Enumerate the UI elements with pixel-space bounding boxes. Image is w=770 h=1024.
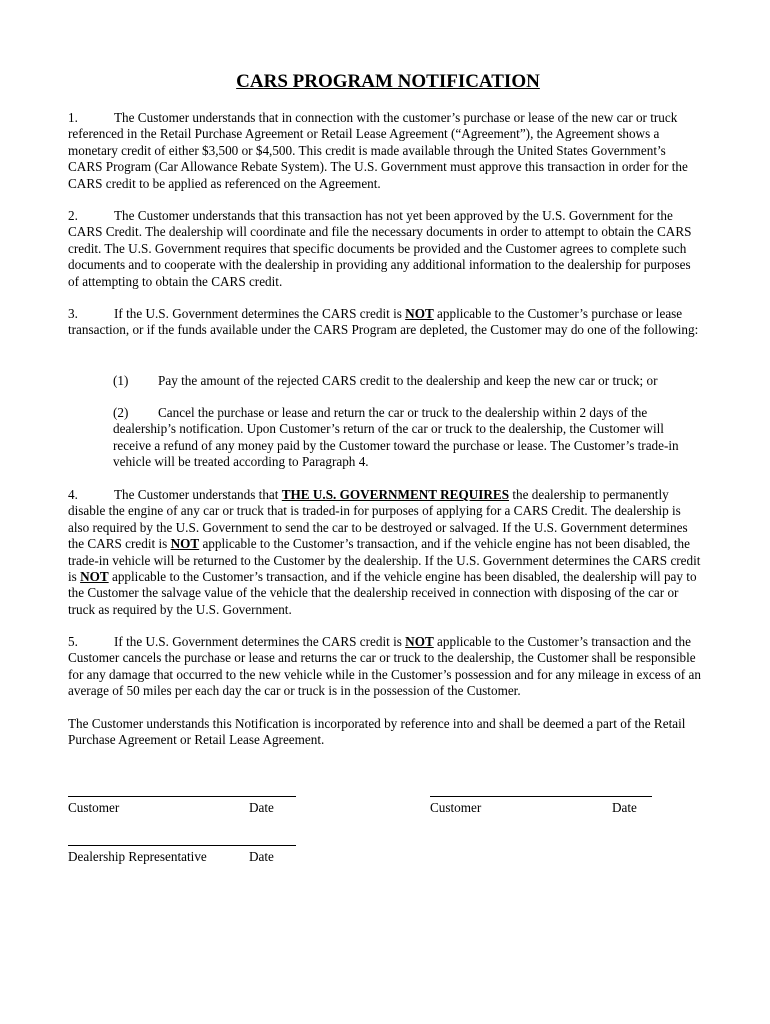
customer-signature-line-1[interactable] xyxy=(68,796,296,797)
date-label-3: Date xyxy=(249,849,274,864)
dealership-representative-label: Dealership Representative xyxy=(68,849,207,864)
paragraph-text: If the U.S. Government determines the CARS credit is xyxy=(114,306,406,321)
emphasis-not: NOT xyxy=(170,536,200,552)
option-text: Pay the amount of the rejected CARS credit to the dealership and keep the new car or truck; or xyxy=(158,373,658,388)
document-title: CARS PROGRAM NOTIFICATION xyxy=(236,71,540,92)
paragraph-number: 4. xyxy=(68,487,78,502)
customer-label-2: Customer xyxy=(430,800,482,815)
paragraph-text: applicable to the Customer’s purchase or lease transaction, or if the funds available under the CARS Program are depleted, the Customer may do one of the following: xyxy=(68,306,699,338)
date-label-1: Date xyxy=(249,800,274,815)
paragraph-number: 3. xyxy=(68,306,78,321)
paragraph-number: 2. xyxy=(68,208,78,223)
paragraph-text: the dealership to permanently disable the engine of any car or truck that is traded-in for purposes of applying for a CARS Credit. The dealership is also required by the U.S. Government to send the car to be destroyed or salvaged. If the U.S. Government determines the CARS credit is xyxy=(68,487,688,552)
paragraph-3 xyxy=(68,306,703,339)
paragraph-text: applicable to the Customer’s transaction, and if the vehicle engine has been disabled, the dealership will pay to the Customer the salvage value of the vehicle that the dealership received in connection with disposing of the car or truck as required by the U.S. Government. xyxy=(68,569,697,617)
closing-paragraph: The Customer understands this Notification is incorporated by reference into and shall be deemed a part of the Retail Purchase Agreement or Retail Lease Agreement. xyxy=(68,716,686,748)
paragraph-1 xyxy=(68,110,703,192)
paragraph-text: The Customer understands that in connection with the customer’s purchase or lease of the new car or truck referenced in the Retail Purchase Agreement or Retail Lease Agreement (“Agreement”), the Agreement shows a monetary credit of either $3,500 or $4,500. This credit is made available through the United States Government’s CARS Program (Car Allowance Rebate System). The U.S. Government must approve this transaction in order for the CARS credit to be applied as referenced on the Agreement. xyxy=(68,110,688,191)
paragraph-text: applicable to the Customer’s transaction and the Customer cancels the purchase or lease and returns the car or truck to the dealership, the Customer shall be responsible for any damage that occurred to the new vehicle while in the Customer’s possession and for any mileage in excess of an average of 50 miles per each day the car or truck is in the possession of the Customer. xyxy=(68,634,701,699)
paragraph-text: applicable to the Customer’s transaction, and if the vehicle engine has not been disabled, the trade-in vehicle will be returned to the Customer by the dealership. If the U.S. Government determines the CARS credit is xyxy=(68,536,701,585)
paragraph-number: 5. xyxy=(68,634,78,649)
paragraph-5 xyxy=(68,634,703,700)
paragraph-number: 1. xyxy=(68,110,78,125)
paragraph-text: The Customer understands that this transaction has not yet been approved by the U.S. Government for the CARS Credit. The dealership will coordinate and file the necessary documents in order to attempt to obtain the CARS credit. The U.S. Government requires that specific documents be provided and the Customer agrees to complete such documents and to cooperate with the dealership in providing any additional information to the dealership for purposes of attempting to obtain the CARS credit. xyxy=(68,208,692,289)
paragraph-text: The Customer understands that xyxy=(114,487,282,502)
option-text: Cancel the purchase or lease and return the car or truck to the dealership within 2 days of the dealership’s notification. Upon Customer’s return of the car or truck to the dealership, the Customer will receive a refund of any money paid by the Customer toward the purchase or lease. The Customer’s trade-in vehicle will be treated according to Paragraph 4. xyxy=(113,405,679,470)
paragraph-2 xyxy=(68,208,703,290)
date-label-2: Date xyxy=(612,800,637,815)
emphasis-not: NOT xyxy=(405,634,434,649)
emphasis-not: NOT xyxy=(405,306,434,321)
dealership-signature-line[interactable] xyxy=(68,845,296,846)
emphasis-government-requires: THE U.S. GOVERNMENT REQUIRES xyxy=(281,487,510,502)
option-1 xyxy=(113,373,703,389)
paragraph-4 xyxy=(68,487,703,618)
option-2 xyxy=(113,405,703,471)
emphasis-not: NOT xyxy=(80,569,109,585)
customer-label-1: Customer xyxy=(68,800,120,815)
option-number: (2) xyxy=(113,405,129,420)
option-number: (1) xyxy=(113,373,129,388)
paragraph-text: If the U.S. Government determines the CARS credit is xyxy=(114,634,406,649)
customer-signature-line-2[interactable] xyxy=(430,796,652,797)
